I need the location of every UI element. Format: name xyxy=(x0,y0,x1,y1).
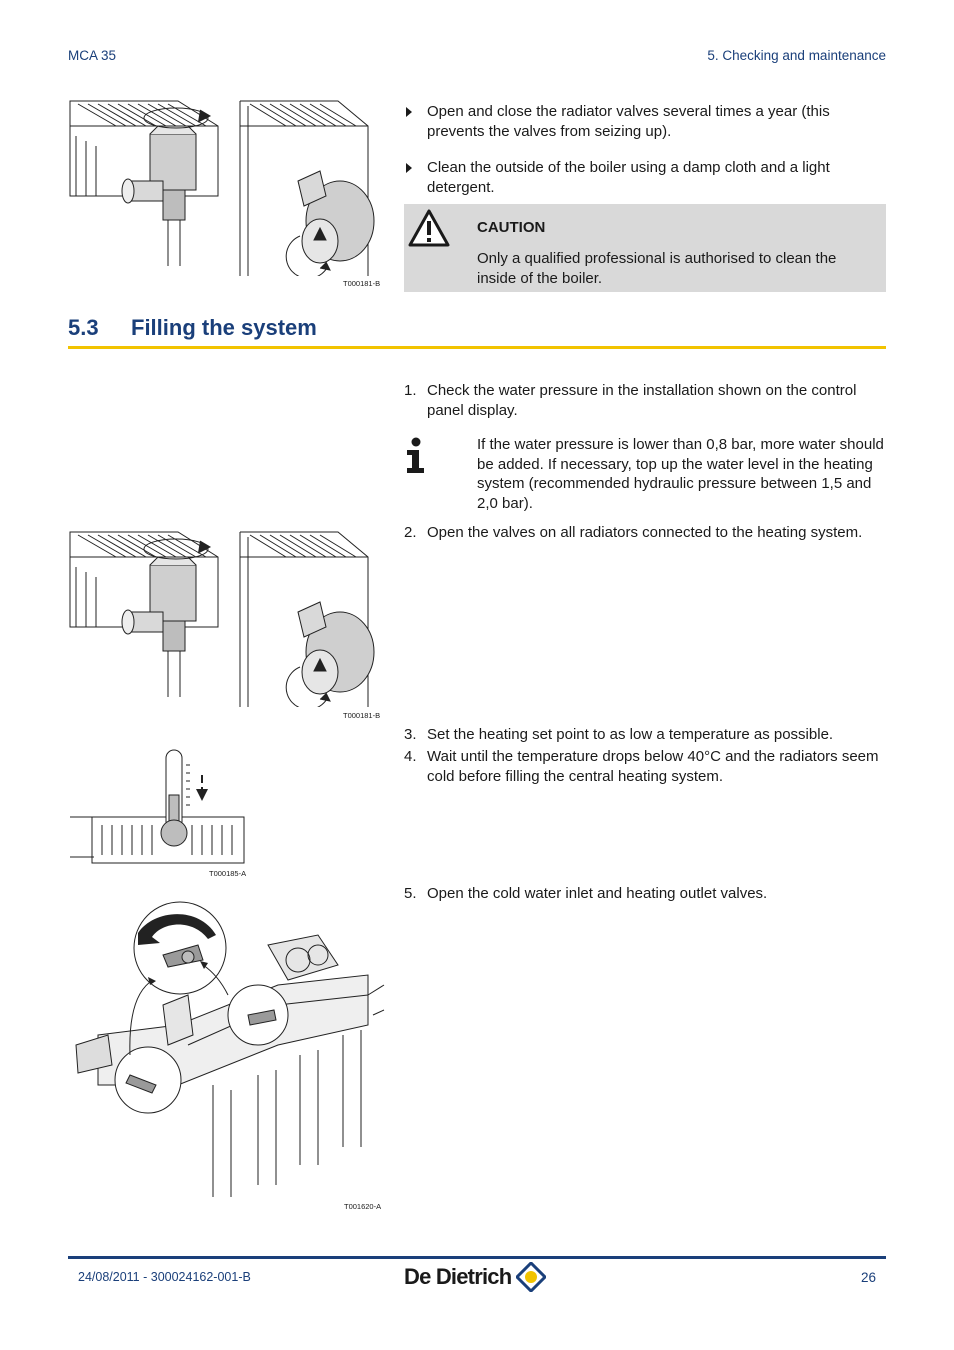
radiator-valve-illustration-top xyxy=(68,96,386,276)
bullet-item: Clean the outside of the boiler using a damp cloth and a light detergent. xyxy=(404,158,886,197)
info-icon xyxy=(404,437,428,475)
figure-code-4: T001620-A xyxy=(344,1202,382,1211)
chapter-title: 5. Checking and maintenance xyxy=(707,48,886,63)
section-number: 5.3 xyxy=(68,315,99,340)
figure-code-3: T000185-A xyxy=(209,869,247,878)
thermometer-radiator-illustration xyxy=(68,745,254,867)
bullet-arrow-icon xyxy=(406,107,412,117)
water-valves-illustration xyxy=(68,885,386,1200)
step-item: 3. Set the heating set point to as low a temperature as possible. xyxy=(404,726,834,743)
document-title: MCA 35 xyxy=(68,48,117,63)
brand-diamond-icon xyxy=(516,1262,546,1292)
footer-rule xyxy=(68,1256,886,1259)
footer-date-reference: 24/08/2011 - 300024162-001-B xyxy=(78,1270,251,1284)
page-number: 26 xyxy=(860,1270,876,1285)
warning-triangle-icon xyxy=(407,208,451,248)
bullet-arrow-icon xyxy=(406,163,412,173)
info-note: If the water pressure is lower than 0,8 bar, more water should be added. If necessary, top up the water level in the heating system (recommended hydraulic pressure between 1,5 and 2,0 bar). xyxy=(477,436,884,512)
radiator-valve-illustration-bottom xyxy=(68,527,386,707)
brand-logo xyxy=(404,1262,546,1292)
step-item: 5. Open the cold water inlet and heating outlet valves. xyxy=(404,885,768,902)
brand-name: De Dietrich xyxy=(404,1264,512,1289)
caution-title: CAUTION xyxy=(477,219,546,236)
section-underline xyxy=(68,346,886,349)
step-item: 1. Check the water pressure in the installation shown on the control panel display. xyxy=(404,382,857,419)
step-item: 2. Open the valves on all radiators connected to the heating system. xyxy=(404,524,863,541)
figure-code-1: T000181-B xyxy=(343,279,381,288)
step-item: 4. Wait until the temperature drops below 40°C and the radiators seem cold before filling the central heating system. xyxy=(404,748,879,785)
caution-text: Only a qualified professional is authorised to clean the inside of the boiler. xyxy=(477,250,837,287)
figure-code-2: T000181-B xyxy=(343,711,381,720)
caution-box xyxy=(404,204,886,292)
section-title: Filling the system xyxy=(131,315,317,340)
bullet-item: Open and close the radiator valves several times a year (this prevents the valves from seizing up). xyxy=(404,102,886,141)
